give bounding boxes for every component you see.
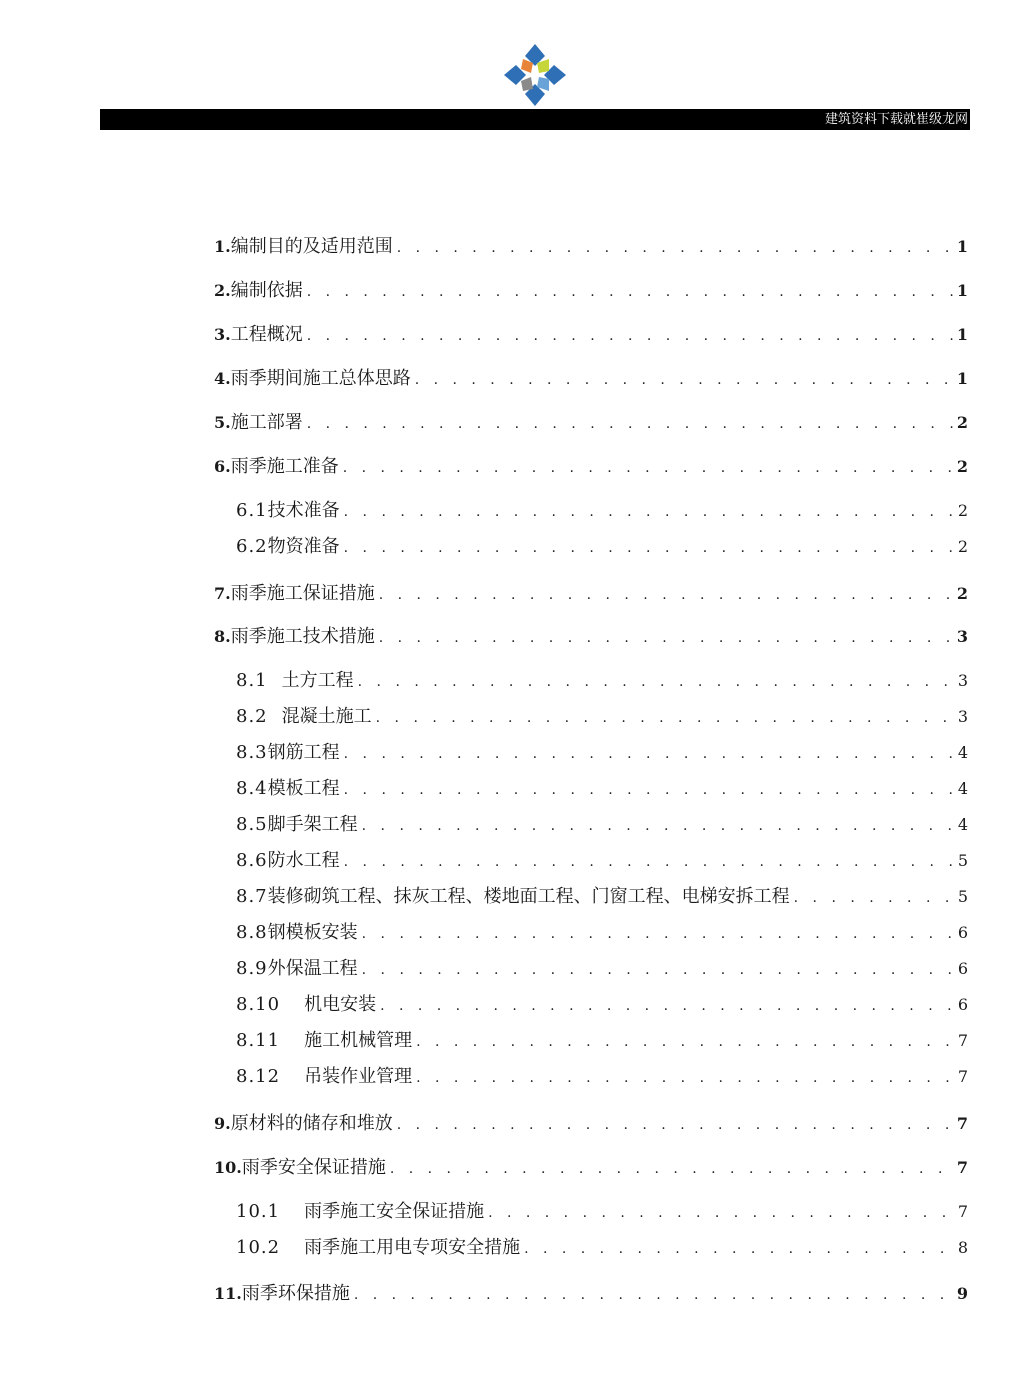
toc-entry-3[interactable] xyxy=(214,321,968,349)
toc-entry-10[interactable] xyxy=(214,1154,968,1182)
toc-entry-page: 3 xyxy=(957,707,968,726)
toc-dot-leader xyxy=(344,498,954,526)
toc-entry-title: 混凝土施工 xyxy=(281,706,372,727)
toc-dot-leader xyxy=(358,668,954,696)
toc-entry-5[interactable] xyxy=(214,409,968,437)
toc-dot-leader xyxy=(379,624,953,652)
toc-entry-10-1[interactable] xyxy=(236,1198,968,1226)
toc-entry-title: 编制目的及适用范围 xyxy=(230,236,393,257)
toc-entry-8[interactable] xyxy=(214,623,968,651)
toc-entry-title: 模板工程 xyxy=(267,778,340,799)
toc-dot-leader xyxy=(390,1155,953,1183)
toc-entry-page: 7 xyxy=(956,1114,968,1133)
toc-entry-title: 工程概况 xyxy=(230,324,303,345)
toc-entry-page: 1 xyxy=(956,369,968,388)
header-site-text: 建筑资料下载就崔级龙网 xyxy=(824,112,968,127)
toc-entry-number: 8.2 xyxy=(236,706,268,727)
toc-entry-number: 7. xyxy=(214,584,231,603)
toc-entry-number: 6. xyxy=(214,457,231,476)
toc-dot-leader xyxy=(380,992,954,1020)
toc-entry-7[interactable] xyxy=(214,580,968,608)
toc-entry-page: 2 xyxy=(957,501,968,520)
toc-dot-leader xyxy=(397,234,953,262)
toc-dot-leader xyxy=(794,884,954,912)
toc-entry-title: 外保温工程 xyxy=(267,958,358,979)
toc-entry-number: 8.12 xyxy=(236,1066,281,1087)
toc-entry-number: 8.8 xyxy=(236,922,268,943)
toc-entry-title: 施工部署 xyxy=(230,412,303,433)
toc-entry-8-1[interactable] xyxy=(236,667,968,695)
toc-entry-number: 8.7 xyxy=(236,886,268,907)
header-bar xyxy=(100,109,970,130)
toc-dot-leader xyxy=(307,410,953,438)
toc-entry-title: 装修砌筑工程、抹灰工程、楼地面工程、门窗工程、电梯安拆工程 xyxy=(267,886,790,907)
toc-entry-6[interactable] xyxy=(214,453,968,481)
toc-entry-page: 8 xyxy=(957,1238,968,1257)
toc-entry-title: 物资准备 xyxy=(267,536,340,557)
toc-dot-leader xyxy=(416,1028,954,1056)
toc-dot-leader xyxy=(362,920,954,948)
toc-entry-title: 钢模板安装 xyxy=(267,922,358,943)
toc-dot-leader xyxy=(379,581,953,609)
toc-entry-number: 8.4 xyxy=(236,778,268,799)
toc-entry-4[interactable] xyxy=(214,365,968,393)
toc-entry-8-2[interactable] xyxy=(236,703,968,731)
toc-entry-number: 9. xyxy=(214,1114,231,1133)
toc-entry-8-7[interactable] xyxy=(236,883,968,911)
toc-dot-leader xyxy=(362,812,954,840)
toc-entry-page: 3 xyxy=(957,671,968,690)
toc-dot-leader xyxy=(488,1199,954,1227)
toc-entry-8-8[interactable] xyxy=(236,919,968,947)
toc-entry-number: 8.5 xyxy=(236,814,268,835)
toc-dot-leader xyxy=(416,1064,954,1092)
toc-entry-title: 雨季施工安全保证措施 xyxy=(304,1201,485,1222)
toc-entry-title: 施工机械管理 xyxy=(304,1030,413,1051)
toc-entry-number: 4. xyxy=(214,369,231,388)
toc-entry-title: 编制依据 xyxy=(230,280,303,301)
toc-entry-page: 7 xyxy=(957,1031,968,1050)
toc-entry-number: 6.2 xyxy=(236,536,268,557)
toc-entry-number: 8.9 xyxy=(236,958,268,979)
toc-dot-leader xyxy=(344,848,954,876)
toc-entry-title: 机电安装 xyxy=(304,994,377,1015)
toc-dot-leader xyxy=(362,956,954,984)
toc-entry-title: 雨季施工技术措施 xyxy=(230,626,375,647)
toc-entry-9[interactable] xyxy=(214,1110,968,1138)
toc-entry-number: 10. xyxy=(214,1158,242,1177)
toc-entry-number: 8. xyxy=(214,627,231,646)
toc-entry-number: 11. xyxy=(214,1284,242,1303)
toc-entry-8-6[interactable] xyxy=(236,847,968,875)
toc-entry-number: 8.1 xyxy=(236,670,268,691)
toc-entry-number: 6.1 xyxy=(236,500,268,521)
toc-entry-page: 4 xyxy=(957,779,968,798)
toc-entry-page: 1 xyxy=(956,237,968,256)
toc-entry-page: 7 xyxy=(956,1158,968,1177)
toc-entry-8-3[interactable] xyxy=(236,739,968,767)
toc-entry-page: 7 xyxy=(957,1202,968,1221)
toc-dot-leader xyxy=(343,454,953,482)
toc-entry-title: 技术准备 xyxy=(267,500,340,521)
toc-entry-6-2[interactable] xyxy=(236,533,968,561)
toc-entry-number: 3. xyxy=(214,325,231,344)
toc-entry-page: 6 xyxy=(957,995,968,1014)
toc-entry-8-11[interactable] xyxy=(236,1027,968,1055)
toc-entry-title: 钢筋工程 xyxy=(267,742,340,763)
toc-dot-leader xyxy=(376,704,954,732)
toc-dot-leader xyxy=(344,776,954,804)
toc-entry-number: 8.10 xyxy=(236,994,281,1015)
toc-entry-8-9[interactable] xyxy=(236,955,968,983)
toc-entry-8-4[interactable] xyxy=(236,775,968,803)
toc-dot-leader xyxy=(354,1281,953,1309)
toc-entry-page: 2 xyxy=(956,457,968,476)
toc-entry-title: 脚手架工程 xyxy=(267,814,358,835)
toc-entry-title: 雨季施工准备 xyxy=(230,456,339,477)
toc-entry-title: 雨季安全保证措施 xyxy=(241,1157,386,1178)
toc-entry-number: 1. xyxy=(214,237,231,256)
toc-dot-leader xyxy=(344,740,954,768)
toc-entry-page: 4 xyxy=(957,815,968,834)
toc-entry-number: 8.6 xyxy=(236,850,268,871)
toc-entry-number: 10.2 xyxy=(236,1237,281,1258)
toc-entry-page: 2 xyxy=(957,537,968,556)
toc-entry-page: 9 xyxy=(956,1284,968,1303)
toc-entry-title: 雨季施工用电专项安全措施 xyxy=(304,1237,521,1258)
company-logo xyxy=(504,44,566,106)
toc-entry-page: 4 xyxy=(957,743,968,762)
toc-entry-1[interactable] xyxy=(214,233,968,261)
toc-entry-title: 吊装作业管理 xyxy=(304,1066,413,1087)
toc-entry-number: 8.11 xyxy=(236,1030,281,1051)
toc-entry-number: 10.1 xyxy=(236,1201,281,1222)
toc-entry-number: 2. xyxy=(214,281,231,300)
toc-entry-8-10[interactable] xyxy=(236,991,968,1019)
toc-entry-page: 7 xyxy=(957,1067,968,1086)
toc-entry-page: 3 xyxy=(956,627,968,646)
toc-entry-title: 原材料的储存和堆放 xyxy=(230,1113,393,1134)
toc-entry-page: 2 xyxy=(956,584,968,603)
toc-dot-leader xyxy=(344,534,954,562)
toc-entry-page: 6 xyxy=(957,959,968,978)
toc-entry-title: 雨季期间施工总体思路 xyxy=(230,368,411,389)
toc-entry-title: 防水工程 xyxy=(267,850,340,871)
toc-entry-number: 8.3 xyxy=(236,742,268,763)
toc-entry-10-2[interactable] xyxy=(236,1234,968,1262)
toc-entry-6-1[interactable] xyxy=(236,497,968,525)
toc-entry-8-12[interactable] xyxy=(236,1063,968,1091)
toc-entry-page: 5 xyxy=(957,887,968,906)
toc-entry-page: 1 xyxy=(956,325,968,344)
toc-dot-leader xyxy=(415,366,953,394)
logo-square-gray xyxy=(521,77,533,91)
toc-entry-page: 6 xyxy=(957,923,968,942)
toc-entry-title: 雨季环保措施 xyxy=(241,1283,350,1304)
toc-entry-2[interactable] xyxy=(214,277,968,305)
toc-entry-11[interactable] xyxy=(214,1280,968,1308)
toc-dot-leader xyxy=(307,322,953,350)
toc-dot-leader xyxy=(397,1111,953,1139)
toc-entry-title: 土方工程 xyxy=(281,670,354,691)
toc-dot-leader xyxy=(524,1235,954,1263)
toc-entry-8-5[interactable] xyxy=(236,811,968,839)
toc-entry-title: 雨季施工保证措施 xyxy=(230,583,375,604)
toc-entry-page: 5 xyxy=(957,851,968,870)
toc-dot-leader xyxy=(307,278,953,306)
toc-entry-page: 2 xyxy=(956,413,968,432)
toc-entry-page: 1 xyxy=(956,281,968,300)
toc-entry-number: 5. xyxy=(214,413,231,432)
